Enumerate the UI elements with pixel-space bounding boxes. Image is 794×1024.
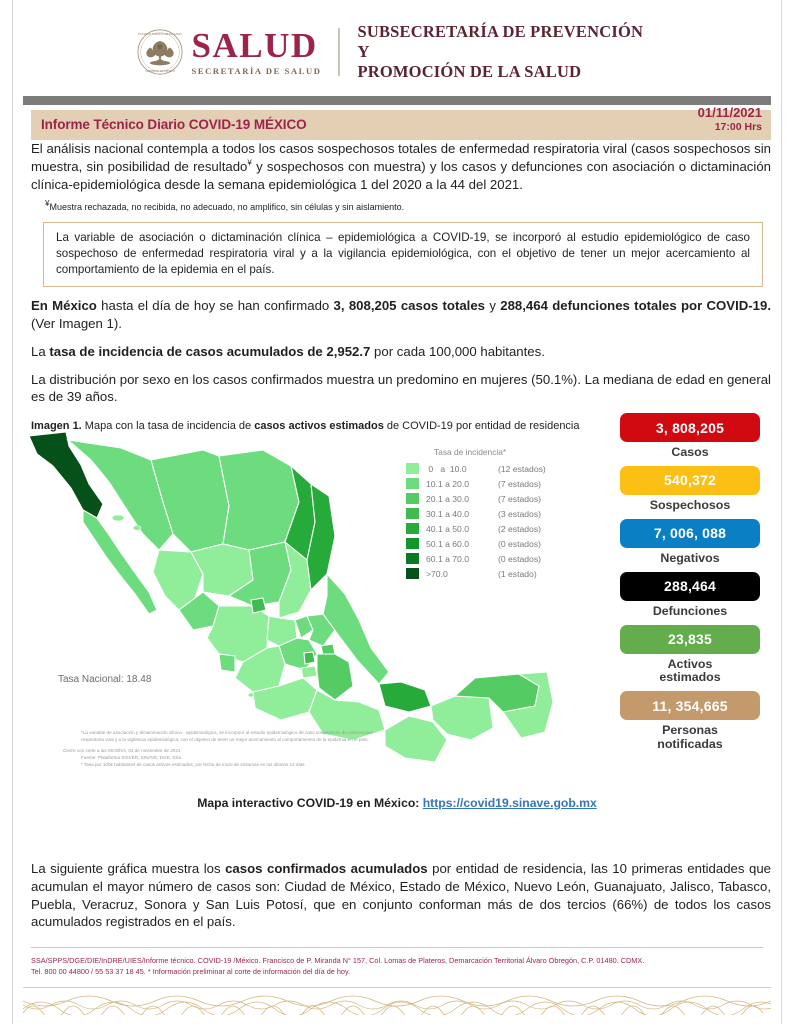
state-tabasco — [379, 682, 431, 712]
svg-text:ESTADOS UNIDOS MEXICANOS: ESTADOS UNIDOS MEXICANOS — [137, 32, 182, 37]
rate-lead: La — [31, 343, 50, 359]
legend-row — [406, 476, 546, 491]
legend-range-label: 40.1 a 50.0 — [426, 523, 470, 534]
salud-logotype — [192, 28, 322, 76]
report-banner — [31, 105, 771, 140]
state-morelos — [301, 666, 317, 678]
stat-label: Defunciones — [652, 603, 728, 618]
legend-row — [406, 536, 546, 551]
image-caption-tail: de COVID-19 por entidad de residencia — [383, 420, 580, 433]
stat-value-box: 288,464 — [620, 572, 760, 601]
map-note-cierre: Cierre con corte a las 08:00hrs, 01 de noviembre de 2021 — [63, 748, 181, 754]
summary-deaths-total: 288,464 defunciones totales por COVID-19. — [500, 298, 772, 314]
legend-range-label: 10.1 a 20.0 — [426, 478, 470, 489]
legend-color-swatch — [406, 568, 419, 579]
interactive-map-label: Mapa interactivo COVID-19 en México: — [197, 796, 423, 810]
masthead — [0, 0, 794, 96]
legend-title: Tasa de incidencia* — [434, 447, 507, 457]
legend-range-label: 0 a 10.0 — [426, 463, 467, 474]
summary-statistics-panel — [620, 413, 760, 758]
mexico-incidence-map[interactable] — [23, 410, 613, 810]
rate-value: tasa de incidencia de casos acumulados de 2,952.7 — [49, 343, 371, 359]
summary-reference: (Ver Imagen 1). — [31, 315, 122, 331]
legend-color-swatch — [406, 523, 419, 534]
legend-range-label: 20.1 a 30.0 — [426, 493, 470, 504]
legend-range-label: 50.1 a 60.0 — [426, 538, 470, 549]
state-ciudad-de-mexico — [304, 652, 315, 664]
closing-section — [31, 860, 771, 937]
legend-state-count: (3 estados) — [498, 508, 541, 519]
interactive-map-link-line — [23, 796, 771, 810]
map-note-tasa: * Tasa por 100k habitantes de casos activos estimados, por fecha de inicio de síntomas en los últimos 14 días — [81, 761, 305, 767]
intro-footnote-symbol: ¥ — [45, 199, 50, 209]
callout-box — [43, 222, 763, 287]
legend-color-swatch — [406, 478, 419, 489]
legend-state-count: (12 estados) — [498, 463, 546, 474]
stat-value-box: 7, 006, 088 — [620, 519, 760, 548]
legend-state-count: (7 estados) — [498, 493, 541, 504]
closing-part1: La siguiente gráfica muestra los — [31, 861, 226, 876]
state-aguascalientes — [251, 598, 266, 613]
footer-line-1: SSA/SPPS/DGE/DIE/InDRE/UIES/Informe técnico. COVID-19 /México. Francisco de P. Miranda N° 157, Col. Lomas de Plateros, Demarcación Territorial Álvaro Obregón, C.P. 01480. CDMX. — [31, 956, 645, 965]
legend-color-swatch — [406, 493, 419, 504]
summary-mexico-label: En México — [31, 298, 97, 314]
closing-bold: casos confirmados acumulados — [225, 861, 428, 876]
summary-cases-total: 3, 808,205 casos totales — [333, 298, 486, 314]
legend-color-swatch — [406, 538, 419, 549]
page-edge-left — [0, 0, 13, 1024]
map-note-asterisk: *La variable de asociación y dictaminación clínica - epidemiológica, se incorporó al estudio epidemiológico de caso sospechoso de enfermedad respiratoria viral y a la vigilancia epidemiológica, con el objetivo de tener un mejor acercamiento al comportamiento de la epidemia en el país. — [81, 730, 373, 742]
masthead-divider — [338, 28, 340, 76]
intro-footnote — [31, 199, 771, 214]
rate-tail: por cada 100,000 habitantes. — [370, 343, 545, 359]
map-legend — [406, 447, 546, 581]
stat-label: Sospechosos — [649, 497, 731, 512]
gold-pattern-svg — [23, 993, 771, 1015]
stat-value-box: 3, 808,205 — [620, 413, 760, 442]
stat-value-box: 540,372 — [620, 466, 760, 495]
footer-divider-secondary — [23, 987, 771, 988]
legend-color-swatch — [406, 463, 419, 474]
incidence-rate-paragraph — [31, 343, 771, 361]
subsecretaria-line-2: PROMOCIÓN DE LA SALUD — [357, 62, 582, 82]
summary-conjunction: y — [485, 298, 501, 314]
summary-paragraph — [31, 297, 771, 333]
subsecretaria-line-1: SUBSECRETARÍA DE PREVENCIÓN Y — [357, 22, 644, 62]
legend-state-count: (1 estado) — [498, 568, 537, 579]
footer-divider — [31, 947, 763, 948]
stat-label: Negativos — [660, 550, 720, 565]
stat-label: Casos — [671, 445, 709, 459]
legend-color-swatch — [406, 508, 419, 519]
closing-part2: por entidad de residencia, las 10 primeras entidades que acumulan el mayor número de casos son: Ciudad de México, Estado de México, Nuevo León, Guanajuato, Jalisco, Tabasco, Puebla, Veracruz, Sonora y San Luis Potosí, que en conjunto conforman más de dos tercios (66%) de todos los casos acumulados registrados en el país. — [31, 861, 771, 930]
closing-paragraph — [31, 860, 771, 931]
legend-row — [406, 551, 546, 566]
footer-text — [31, 955, 763, 978]
report-title: Informe Técnico Diario COVID-19 MÉXICO — [41, 117, 307, 132]
image-caption-mid: Mapa con la tasa de incidencia de — [81, 420, 255, 433]
mexico-coat-of-arms-icon — [137, 29, 183, 75]
legend-state-count: (0 estados) — [498, 538, 541, 549]
decorative-gold-band — [23, 993, 771, 1015]
salud-wordmark: SALUD — [191, 26, 318, 66]
intro-text-part2: y sospechosos con muestra) y los casos y defunciones con asociación o dictaminación clínica-epidemiológica desde la semana epidemiológica 1 del 2020 a la 44 del 2021. — [31, 158, 771, 192]
legend-row — [406, 566, 546, 581]
page-edge-right — [781, 0, 794, 1024]
summary-mid-text: hasta el día de hoy se han confirmado — [96, 298, 334, 314]
sex-distribution-paragraph: La distribución por sexo en los casos confirmados muestra un predomino en mujeres (50.1%). La mediana de edad en general es de 39 años. — [31, 371, 771, 405]
image-caption-bold: casos activos estimados — [254, 420, 384, 433]
legend-range-label: >70.0 — [426, 568, 448, 579]
image-caption-label: Imagen 1. — [31, 420, 82, 433]
footer-line-2: Tel. 800 00 44800 / 55 53 37 18 45. * Información preliminar al corte de información del día de hoy. — [31, 967, 351, 977]
salud-subtitle: SECRETARÍA DE SALUD — [191, 66, 322, 77]
stat-value-box: 23,835 — [620, 625, 760, 654]
header-gray-rule — [23, 96, 771, 105]
legend-state-count: (7 estados) — [498, 478, 541, 489]
callout-text: La variable de asociación o dictaminación clínica – epidemiológica a COVID-19, se incorporó al estudio epidemiológico de caso sospechoso de enfermedad respiratoria viral y a la vigilancia epidemiológica, con el objetivo de tener un mejor acercamiento al comportamiento de la epidemia en el país. — [56, 231, 750, 277]
stat-label: Personas notificadas — [657, 723, 723, 752]
legend-row — [406, 491, 546, 506]
svg-text:GOBIERNO DE MÉXICO: GOBIERNO DE MÉXICO — [144, 70, 175, 74]
legend-range-label: 60.1 a 70.0 — [426, 553, 470, 564]
intro-text-part1: El análisis nacional contempla a todos los casos sospechosos totales de enfermedad respiratoria viral (casos sospechosos sin muestra, sin posibilidad de resultado — [31, 141, 771, 174]
stat-label: Activos estimados — [659, 656, 721, 685]
interactive-map-url[interactable]: https://covid19.sinave.gob.mx — [422, 796, 597, 810]
map-footnotes — [63, 730, 393, 768]
legend-state-count: (2 estados) — [498, 523, 541, 534]
legend-row — [406, 506, 546, 521]
map-note-fuente: Fuente: Plataforma SISVER, SINAVE, DGE, SSa — [81, 754, 181, 760]
legend-row — [406, 461, 546, 476]
subsecretaria-title — [357, 22, 657, 82]
intro-footnote-text: Muestra rechazada, no recibida, no adecuado, no amplifico, sin células y sin aislamiento. — [49, 202, 405, 213]
legend-row — [406, 521, 546, 536]
legend-color-swatch — [406, 553, 419, 564]
intro-footnote-marker: ¥ — [247, 158, 252, 168]
report-datestamp — [698, 106, 762, 133]
legend-rows — [406, 461, 546, 581]
legend-state-count: (0 estados) — [498, 553, 541, 564]
document-body — [31, 140, 771, 432]
legend-range-label: 30.1 a 40.0 — [426, 508, 470, 519]
intro-paragraph — [31, 140, 771, 193]
state-colima — [219, 654, 235, 672]
national-rate-label: Tasa Nacional: 18.48 — [58, 674, 152, 685]
report-date: 01/11/2021 — [697, 105, 762, 120]
stat-value-box: 11, 354,665 — [620, 691, 760, 720]
report-time: 17:00 Hrs — [714, 120, 762, 133]
